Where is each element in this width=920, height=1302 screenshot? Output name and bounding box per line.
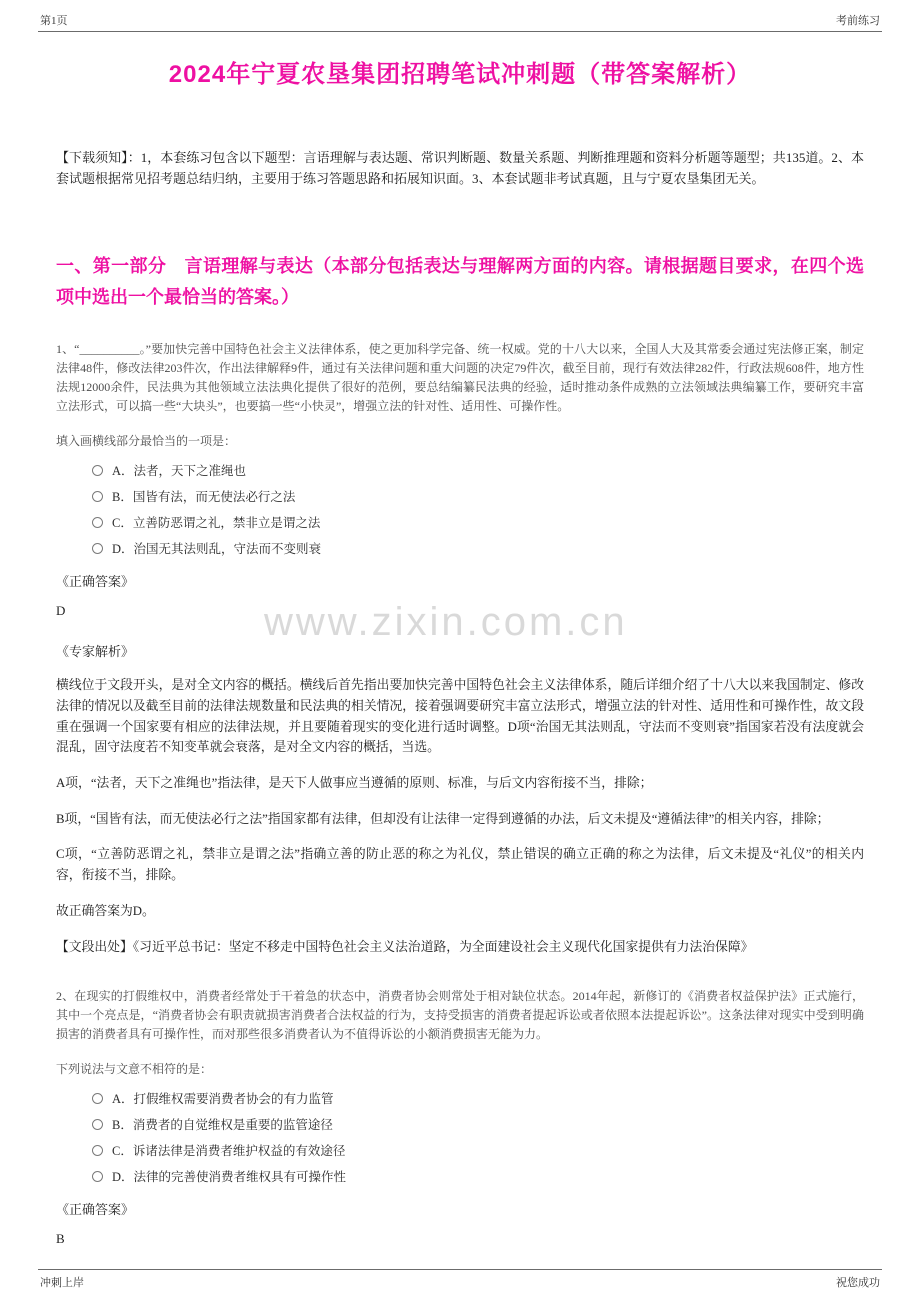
option-a[interactable] [92, 461, 864, 479]
option-label: C．诉诸法律是消费者维护权益的有效途径 [112, 1144, 346, 1159]
analysis-paragraph: A项，“法者，天下之准绳也”指法律，是天下人做事应当遵循的原则、标准，与后文内容衔接不当，排除； [56, 775, 653, 790]
analysis-paragraph: 故正确答案为D。 [56, 903, 155, 918]
analysis-block [56, 675, 864, 957]
question-1 [56, 340, 864, 957]
footer-right-label: 祝您成功 [836, 1277, 880, 1289]
watermark: www.zixin.com.cn [264, 600, 628, 644]
options-list [92, 1089, 864, 1185]
option-label: A．打假维权需要消费者协会的有力监管 [112, 1092, 334, 1107]
option-label: D．治国无其法则乱，守法而不变则衰 [112, 542, 322, 557]
page-number: 第1页 [40, 15, 68, 27]
option-c[interactable] [92, 1141, 864, 1159]
section-heading: 一、第一部分 言语理解与表达（本部分包括表达与理解两方面的内容。请根据题目要求，在四个选项中选出一个最恰当的答案。） [56, 256, 864, 307]
question-stem: 2、在现实的打假维权中，消费者经常处于干着急的状态中，消费者协会则常处于相对缺位状态。2014年起，新修订的《消费者权益保护法》正式施行，其中一个亮点是，“消费者协会有职责就损害消费者合法权益的行为，支持受损害的消费者提起诉讼或者依照本法提起诉讼”。这条法律对现实中受到明确损害的消费者具有可操作性，而对那些很多消费者认为不值得诉讼的小额消费损害无能为力。 [56, 989, 864, 1042]
page-title: 2024年宁夏农垦集团招聘笔试冲刺题（带答案解析） [168, 61, 752, 88]
option-c[interactable] [92, 513, 864, 531]
radio-icon[interactable] [92, 1119, 103, 1130]
radio-icon[interactable] [92, 1145, 103, 1156]
radio-icon[interactable] [92, 517, 103, 528]
options-list [92, 461, 864, 557]
option-label: B．国皆有法，而无使法必行之法 [112, 490, 296, 505]
option-a[interactable] [92, 1089, 864, 1107]
option-d[interactable] [92, 1167, 864, 1185]
page-footer [38, 1269, 882, 1290]
footer-left-label: 冲刺上岸 [40, 1277, 84, 1289]
analysis-paragraph: C项，“立善防恶谓之礼，禁非立是谓之法”指确立善的防止恶的称之为礼仪，禁止错误的确立正确的称之为法律，后文未提及“礼仪”的相关内容，衔接不当，排除。 [56, 847, 864, 883]
question-prompt: 下列说法与文意不相符的是： [56, 1062, 213, 1077]
option-label: C．立善防恶谓之礼，禁非立是谓之法 [112, 516, 321, 531]
radio-icon[interactable] [92, 543, 103, 554]
radio-icon[interactable] [92, 1093, 103, 1104]
radio-icon[interactable] [92, 465, 103, 476]
page-header [38, 0, 882, 32]
option-label: B．消费者的自觉维权是重要的监管途径 [112, 1118, 333, 1133]
correct-answer-label: 《正确答案》 [56, 574, 135, 590]
option-b[interactable] [92, 487, 864, 505]
question-prompt: 填入画横线部分最恰当的一项是： [56, 434, 237, 449]
option-b[interactable] [92, 1115, 864, 1133]
radio-icon[interactable] [92, 1171, 103, 1182]
header-right-label: 考前练习 [836, 15, 880, 27]
document-content [56, 147, 864, 1247]
expert-analysis-label: 《专家解析》 [56, 644, 135, 660]
correct-answer-value: B [56, 1231, 65, 1247]
analysis-paragraph: B项，“国皆有法，而无使法必行之法”指国家都有法律，但却没有让法律一定得到遵循的办法，后文未提及“遵循法律”的相关内容，排除； [56, 811, 830, 826]
correct-answer-label: 《正确答案》 [56, 1202, 135, 1218]
option-label: A．法者，天下之准绳也 [112, 464, 247, 479]
download-notice: 【下载须知】：1，本套练习包含以下题型：言语理解与表达题、常识判断题、数量关系题、判断推理题和资料分析题等题型；共135道。2、本套试题根据常见招考题总结归纳，主要用于练习答题思路和拓展知识面。3、本套试题非考试真题，且与宁夏农垦集团无关。 [56, 150, 864, 187]
option-d[interactable] [92, 539, 864, 557]
question-2 [56, 987, 864, 1247]
radio-icon[interactable] [92, 491, 103, 502]
option-label: D．法律的完善使消费者维权具有可操作性 [112, 1170, 347, 1185]
correct-answer-value: D [56, 603, 66, 619]
analysis-source: 【文段出处】《习近平总书记：坚定不移走中国特色社会主义法治道路，为全面建设社会主义现代化国家提供有力法治保障》 [56, 939, 754, 954]
question-stem: 1、“__________。”要加快完善中国特色社会主义法律体系，使之更加科学完备、统一权威。党的十八大以来，全国人大及其常委会通过宪法修正案，制定法律48件，修改法律203件次，作出法律解释9件，通过有关法律问题和重大问题的决定79件次，截至目前，现行有效法律282件，行政法规608件，地方性法规12000余件，民法典为其他领域立法法典化提供了很好的范例，要总结编纂民法典的经验，适时推动条件成熟的立法领域法典编纂工作，要研究丰富立法形式，可以搞一些“大块头”，也要搞一些“小快灵”，增强立法的针对性、适用性、可操作性。 [56, 342, 864, 414]
analysis-paragraph: 横线位于文段开头，是对全文内容的概括。横线后首先指出要加快完善中国特色社会主义法律体系，随后详细介绍了十八大以来我国制定、修改法律的情况以及截至目前的法律法规数量和民法典的相关情况，接着强调要研究丰富立法形式，增强立法的针对性、适用性和可操作性，故文段重在强调一个国家要有相应的法律法规，并且要随着现实的变化进行适时调整。D项“治国无其法则乱，守法而不变则衰”指国家若没有法度就会混乱，固守法度若不知变革就会衰落，是对全文内容的概括，当选。 [56, 678, 864, 755]
